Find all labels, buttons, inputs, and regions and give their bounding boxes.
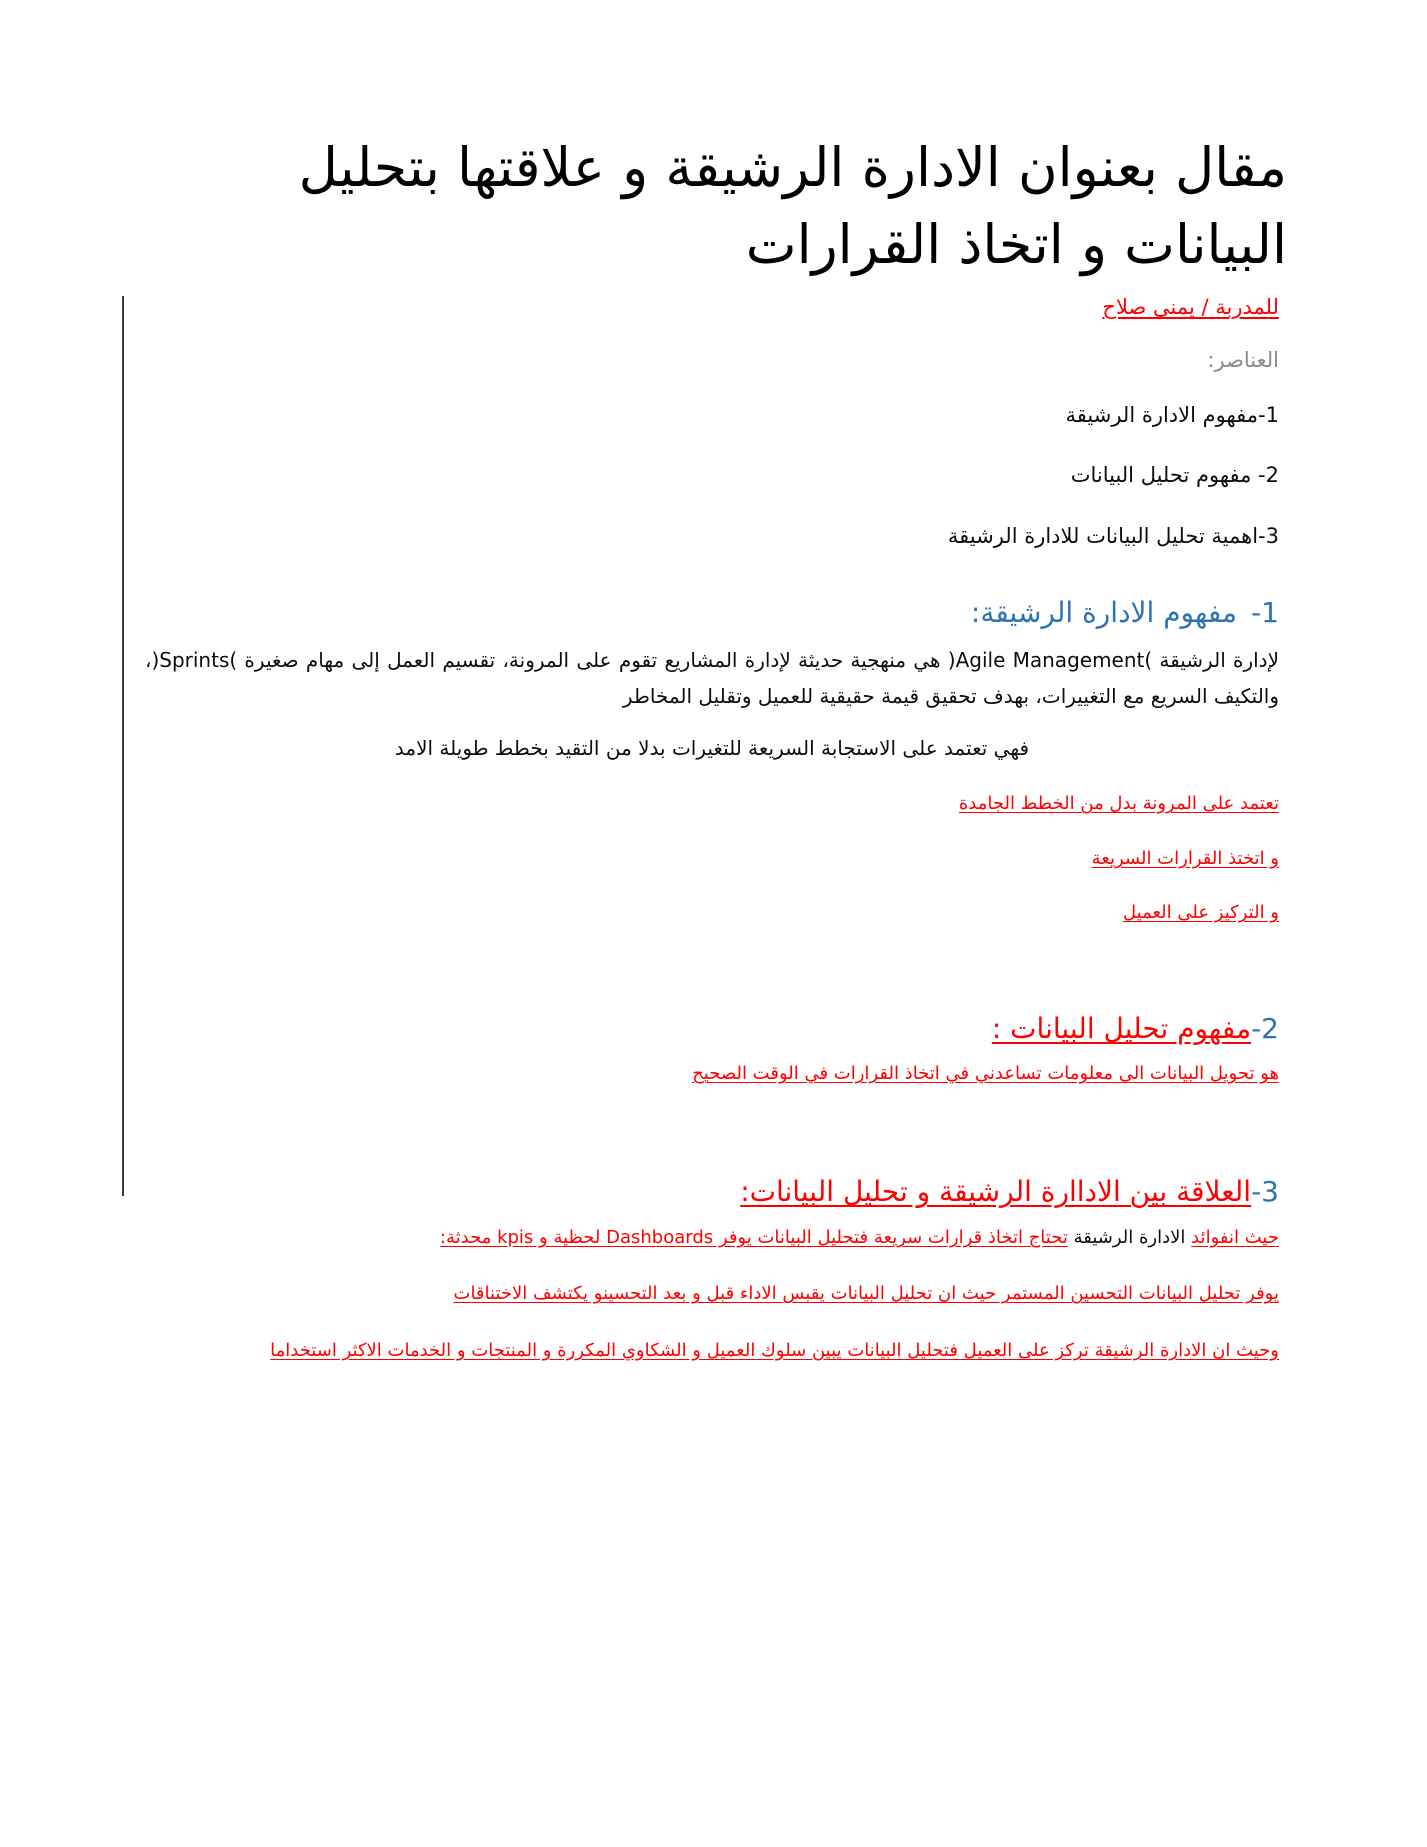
section-1-paragraph-second: فهي تعتمد على الاستجابة السريعة للتغيرات بدلا من التقيد بخطط طويلة الامد [394, 735, 1030, 760]
spacer-after-section-1 [145, 951, 1287, 965]
section-1-red-point-1: تعتمد على المرونة بدل من الخطط الجامدة [958, 793, 1279, 815]
outline-item-1: 1-مفهوم الادارة الرشيقة [1065, 402, 1279, 427]
section-3-paragraph-b: يوفر تحليل البيانات التحسين المستمر حيث ان تحليل البيانات يقبس الاداء قبل و بعد التحسينو يكتشف الاختناقات [453, 1283, 1279, 1305]
section-3-paragraph-a [145, 1221, 1287, 1254]
section-3-para-a-red-end: تحتاج اتخاذ قرارات سريعة فتحليل البيانات يوفر Dashboards لحظية و kpis محدثة: [439, 1227, 1068, 1248]
section-1-heading [145, 593, 1287, 634]
section-3-para-a-black: الادارة الرشيقة [1073, 1227, 1186, 1248]
outline-item-2: 2- مفهوم تحليل البيانات [1070, 463, 1279, 488]
section-3-paragraph-c: وحيث ان الادارة الرشيقة تركز على العميل فتحليل البيانات يبين سلوك العميل و الشكاوي المكررة و المنتجات و الخدمات الاكثر استخداما [270, 1339, 1279, 1361]
section-1-paragraph-main: لإدارة الرشيقة )Agile Management( هي منهجية حديثة لإدارة المشاريع تقوم على المرونة، تقسيم العمل إلى مهام صغيرة )Sprints(، والتكيف السريع مع التغييرات، بهدف تحقيق قيمة حقيقية للعميل وتقليل المخاطر [145, 648, 1279, 709]
revision-change-bar [122, 296, 124, 1196]
author-byline: للمدربة / يمنى صلاح [1102, 295, 1279, 320]
spacer-after-section-2 [145, 1114, 1287, 1128]
section-2-body: هو تحويل البيانات الى معلومات تساعدني في اتخاذ القرارات في الوقت الصحيح [692, 1063, 1279, 1085]
elements-label: العناصر: [1207, 347, 1279, 372]
outline-item-3: 3-اهمية تحليل البيانات للادارة الرشيقة [947, 524, 1279, 549]
section-2-heading-text: مفهوم تحليل البيانات : [991, 1012, 1252, 1046]
section-2-number: 2- [1251, 1012, 1279, 1046]
section-3-number: 3- [1251, 1175, 1279, 1209]
section-3-heading [145, 1172, 1287, 1213]
section-3-para-a-red-start: حيث انفوائد [1191, 1227, 1279, 1248]
page-title: مقال بعنوان الادارة الرشيقة و علاقتها بتحليل البيانات و اتخاذ القرارات [298, 136, 1287, 276]
section-3-heading-text: العلاقة بين الاداارة الرشيقة و تحليل البيانات: [740, 1175, 1252, 1209]
section-1-heading-text: مفهوم الادارة الرشيقة: [970, 595, 1238, 629]
section-1-number: 1- [1251, 595, 1279, 629]
section-1-red-point-2: و اتختذ القرارات السريعة [1091, 847, 1279, 869]
document-body [145, 130, 1287, 1391]
section-2-heading [145, 1009, 1287, 1050]
section-1-red-point-3: و التركيز على العميل [1123, 902, 1279, 924]
